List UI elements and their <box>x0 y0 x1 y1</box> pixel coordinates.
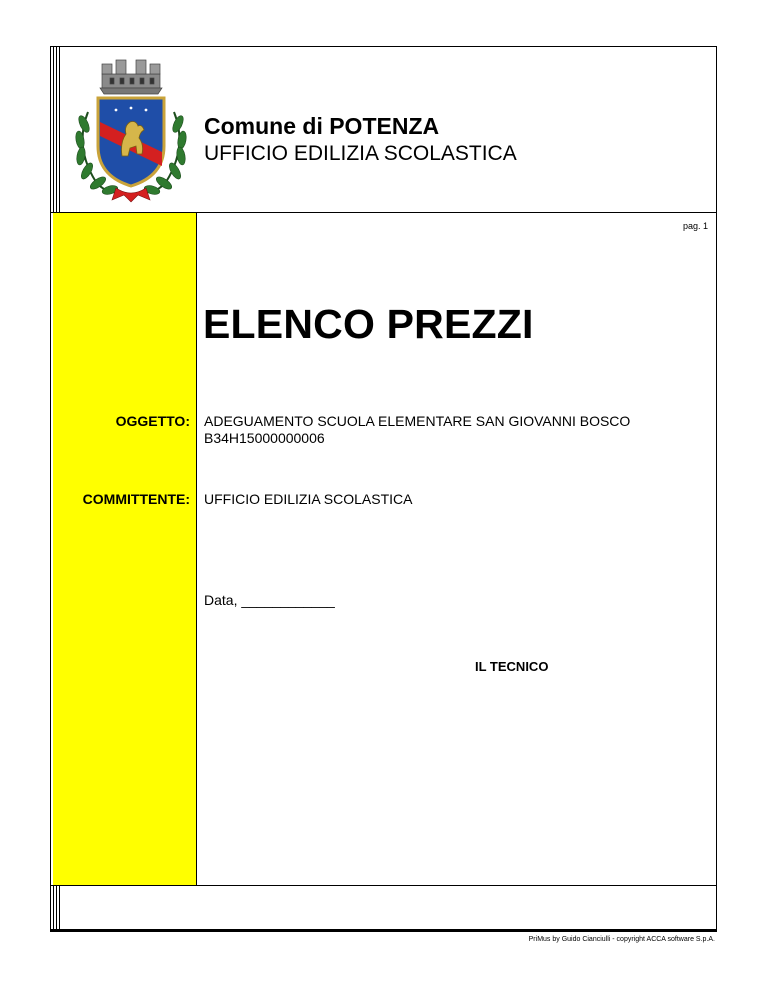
page-number: pag. 1 <box>682 221 708 231</box>
software-credit: PriMus by Guido Cianciulli - copyright ACCA software S.p.A. <box>528 936 715 943</box>
footer-divider <box>50 885 717 886</box>
signer-label: IL TECNICO <box>475 659 549 674</box>
city-coat-of-arms-icon <box>66 52 196 204</box>
subject-label: OGGETTO: <box>115 413 190 429</box>
subject-line-1: ADEGUAMENTO SCUOLA ELEMENTARE SAN GIOVANNI BOSCO <box>204 413 631 429</box>
client-label: COMMITTENTE: <box>82 491 190 507</box>
date-field: Data, ____________ <box>204 592 335 608</box>
client-value: UFFICIO EDILIZIA SCOLASTICA <box>204 491 413 507</box>
subject-line-2: B34H15000000006 <box>204 430 325 446</box>
document-title: ELENCO PREZZI <box>203 301 534 347</box>
label-column-band <box>53 213 197 885</box>
organization-name: Comune di POTENZA <box>204 113 440 139</box>
bottom-rule <box>50 929 717 932</box>
office-name: UFFICIO EDILIZIA SCOLASTICA <box>204 142 517 165</box>
